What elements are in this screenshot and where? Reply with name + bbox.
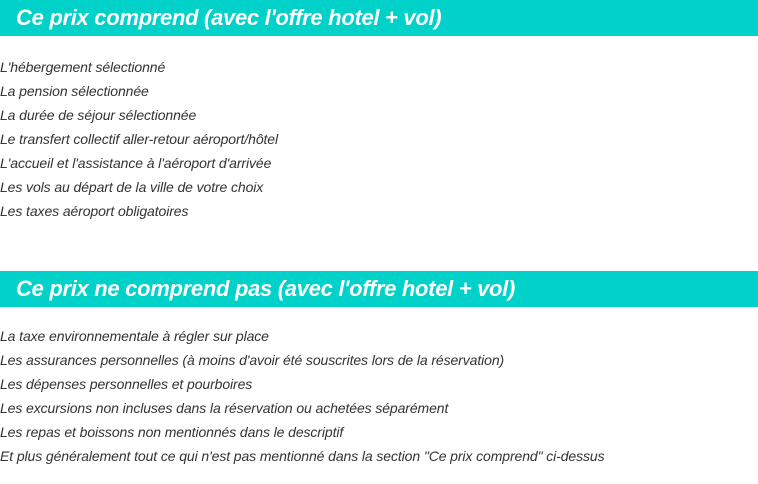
list-item: La pension sélectionnée <box>0 83 149 99</box>
list-item: L'hébergement sélectionné <box>0 59 166 75</box>
list-item: Les assurances personnelles (à moins d'avoir été souscrites lors de la réservation) <box>0 352 505 368</box>
price-includes-list <box>0 55 758 223</box>
list-item: Le transfert collectif aller-retour aéroport/hôtel <box>0 131 278 147</box>
price-excludes-title: Ce prix ne comprend pas (avec l'offre hotel + vol) <box>16 276 516 301</box>
price-includes-title: Ce prix comprend (avec l'offre hotel + vol) <box>16 5 442 30</box>
list-item: Et plus généralement tout ce qui n'est pas mentionné dans la section "Ce prix comprend" ci-dessus <box>0 448 605 464</box>
price-excludes-list <box>0 324 758 468</box>
list-item: Les excursions non incluses dans la réservation ou achetées séparément <box>0 400 449 416</box>
list-item: Les repas et boissons non mentionnés dans le descriptif <box>0 424 344 440</box>
list-item: La durée de séjour sélectionnée <box>0 107 197 123</box>
list-item: La taxe environnementale à régler sur place <box>0 328 269 344</box>
list-item: Les taxes aéroport obligatoires <box>0 203 189 219</box>
list-item: Les dépenses personnelles et pourboires <box>0 376 253 392</box>
price-includes-section <box>0 0 758 223</box>
price-excludes-section <box>0 271 758 468</box>
price-excludes-banner <box>0 271 758 307</box>
price-includes-banner <box>0 0 758 36</box>
list-item: L'accueil et l'assistance à l'aéroport d'arrivée <box>0 155 272 171</box>
list-item: Les vols au départ de la ville de votre choix <box>0 179 264 195</box>
